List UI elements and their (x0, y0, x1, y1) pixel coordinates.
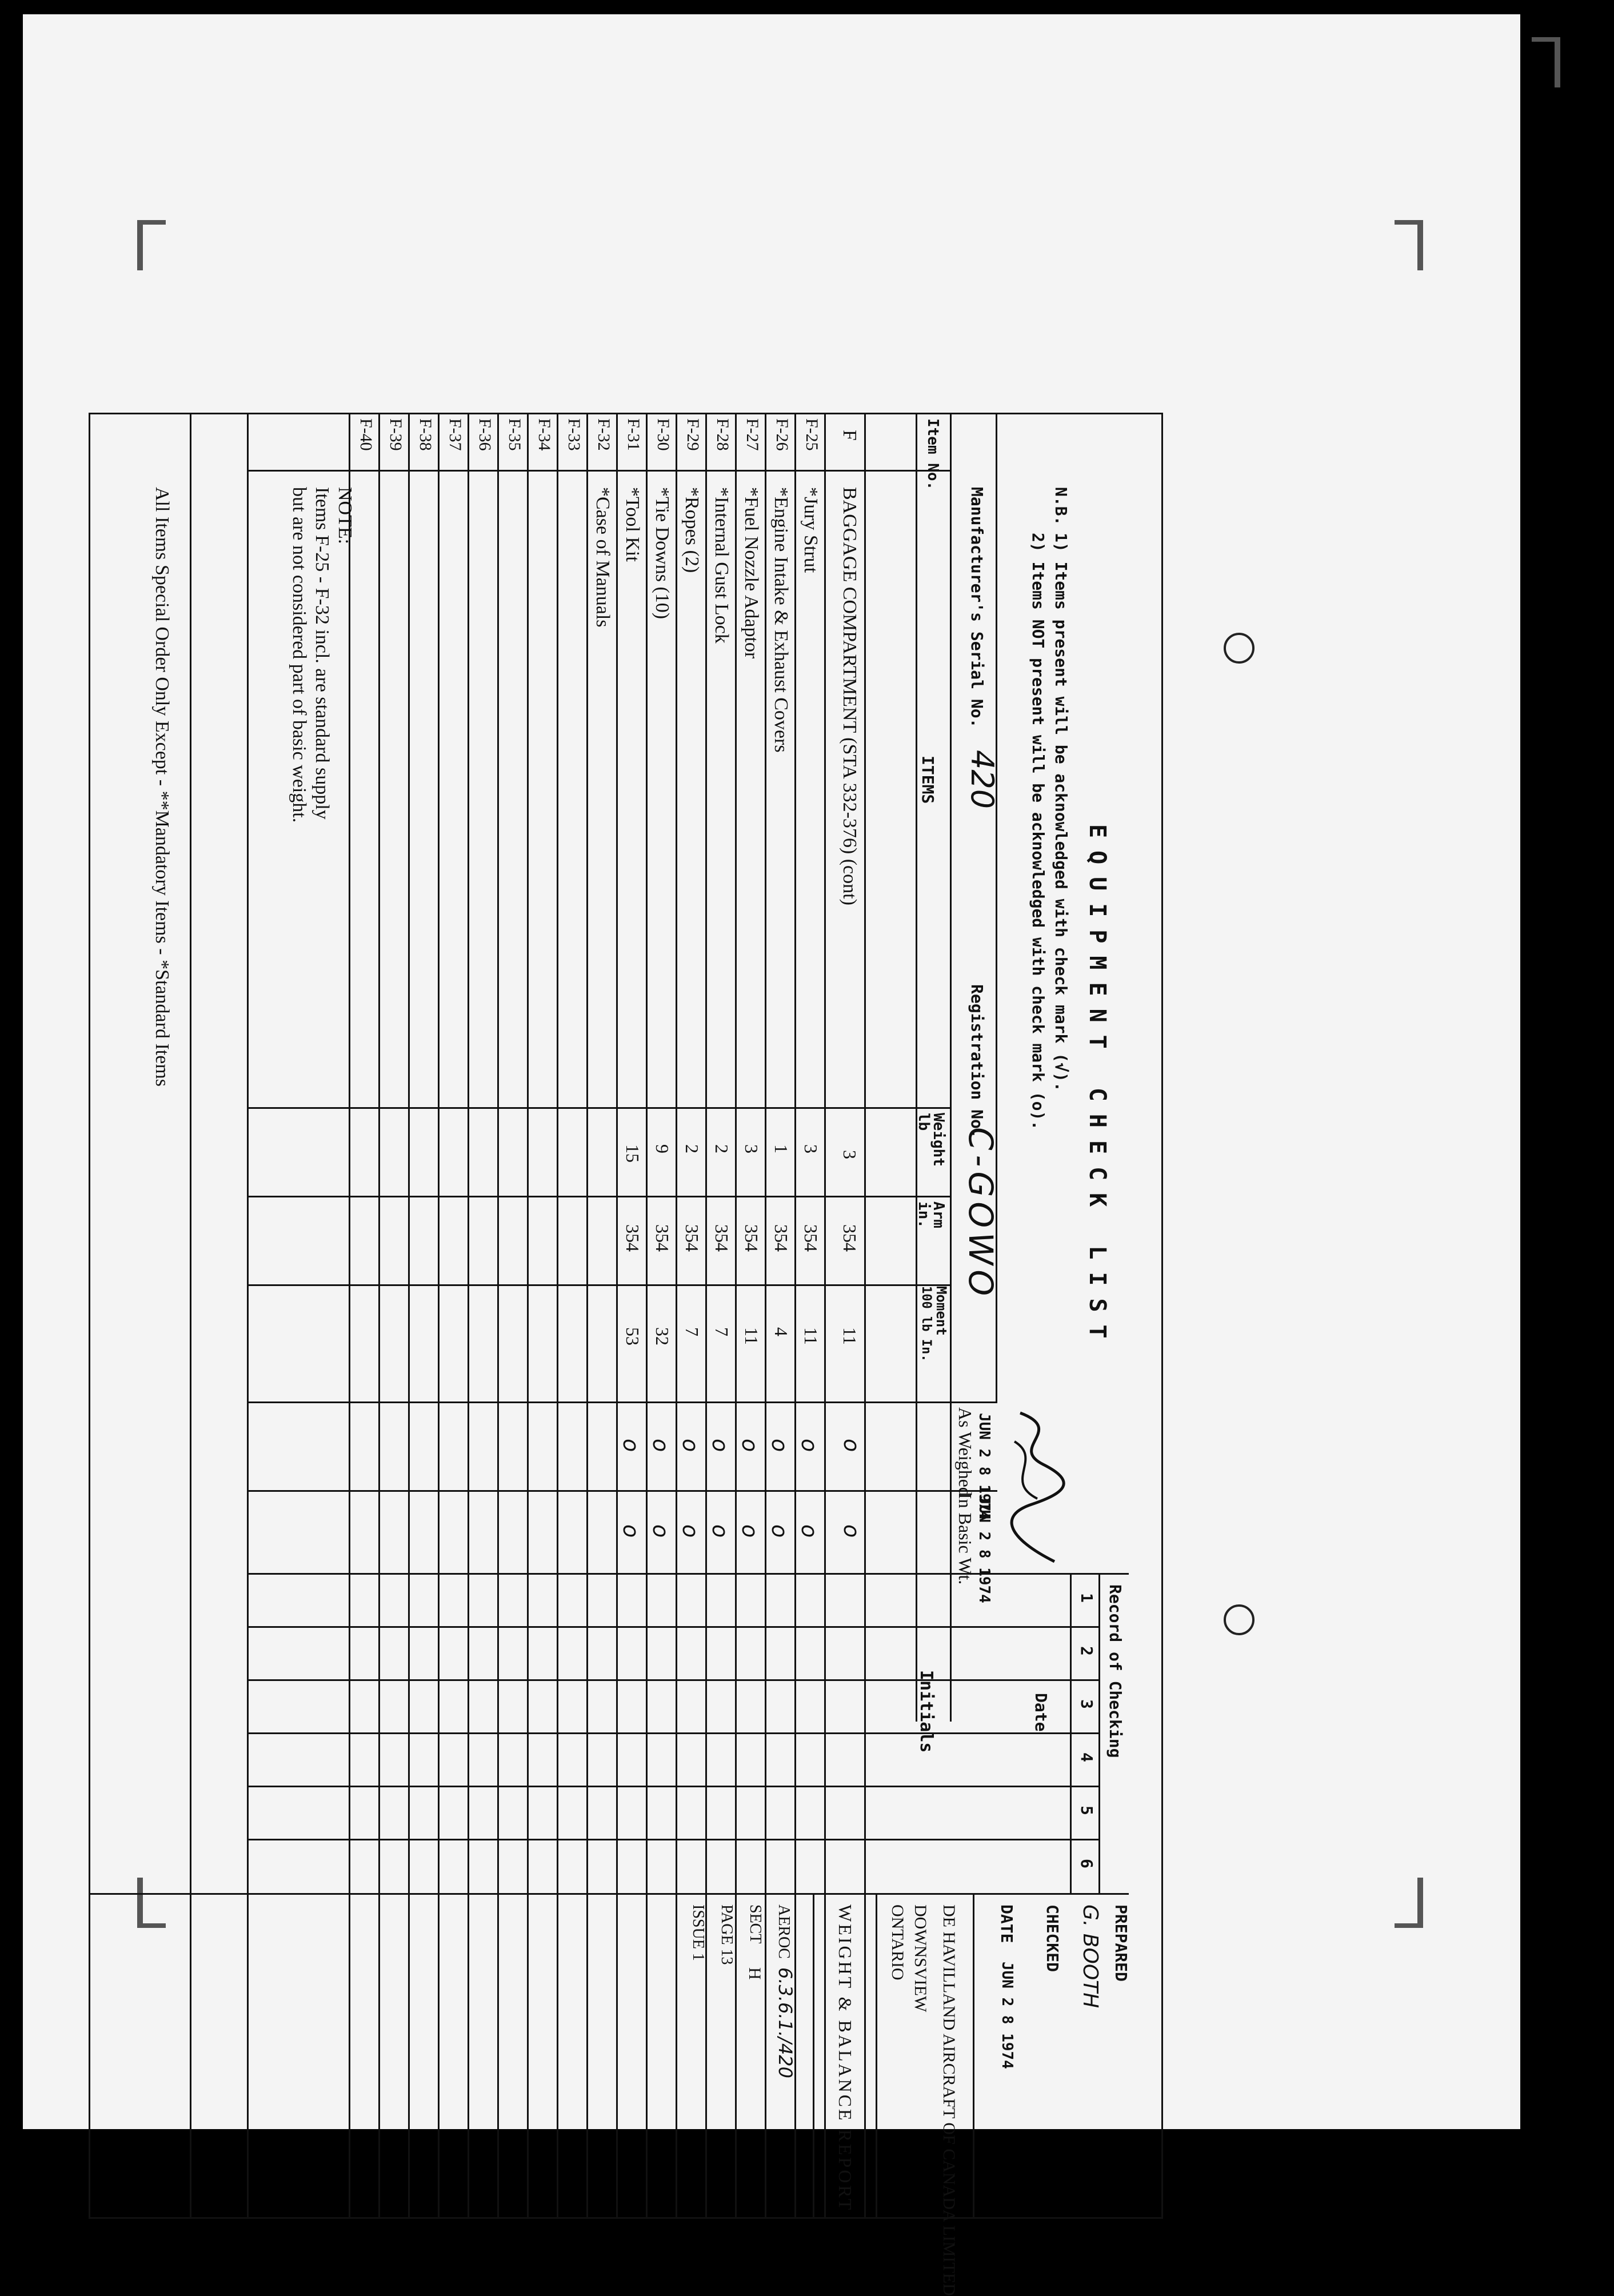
company-name: DE HAVILLAND AIRCRAFT OF CANADA LIMITED (940, 1904, 958, 2296)
row-divider (527, 413, 529, 2219)
section-moment: 11 (840, 1327, 860, 1345)
item-name: *Case of Manuals (592, 487, 613, 628)
date-label-tb: DATE (997, 1904, 1016, 1943)
item-weight: 3 (801, 1144, 821, 1153)
form-frame (89, 413, 1163, 2219)
note-2: 2) Items NOT present will be acknowledged with check mark (o). (1029, 533, 1048, 1131)
item-basic-check: o (767, 1524, 792, 1538)
row-divider (378, 413, 380, 2219)
report-name: WEIGHT & BALANCE REPORT (835, 1904, 856, 2213)
check-col-6: 6 (1077, 1859, 1096, 1868)
check-col-1: 1 (1077, 1593, 1096, 1603)
date-label: Date (1032, 1693, 1050, 1732)
item-moment: 11 (801, 1327, 821, 1345)
section-code: F (839, 430, 860, 441)
item-moment: 4 (771, 1327, 792, 1336)
item-as-weighed-check: o (797, 1439, 822, 1452)
item-basic-check: o (618, 1524, 644, 1538)
item-number: F-36 (476, 418, 494, 451)
location-1: DOWNSVIEW (911, 1904, 930, 2013)
item-name: *Internal Gust Lock (711, 487, 732, 644)
item-moment: 53 (622, 1327, 643, 1345)
item-number: F-25 (802, 418, 821, 451)
check-col-3: 3 (1077, 1699, 1096, 1709)
item-as-weighed-check: o (648, 1439, 673, 1452)
row-divider (349, 413, 350, 2219)
row-divider (497, 413, 499, 2219)
item-moment: 7 (682, 1327, 702, 1336)
item-as-weighed-check: o (678, 1439, 703, 1452)
as-weighed-label: As Weighed (955, 1407, 976, 1496)
row-divider (794, 413, 796, 2219)
item-arm: 354 (622, 1224, 643, 1252)
aeroc-label: AEROC (775, 1904, 793, 1959)
item-number: F-33 (565, 418, 584, 451)
item-basic-check: o (648, 1524, 673, 1538)
prepared-label: PREPARED (1112, 1904, 1130, 1982)
item-name: *Jury Strut (800, 487, 821, 573)
row-divider (824, 413, 826, 2219)
initials-label: Initials (916, 1670, 936, 1753)
form-title: EQUIPMENT CHECK LIST (1084, 824, 1110, 1351)
item-as-weighed-check: o (737, 1439, 762, 1452)
item-number: F-35 (505, 418, 524, 451)
moment-label: Moment (933, 1286, 949, 1336)
note-heading: NOTE: (334, 487, 355, 545)
item-basic-check: o (737, 1524, 762, 1538)
item-weight: 15 (622, 1144, 643, 1163)
equipment-check-list-form (89, 413, 1163, 2296)
item-number: F-27 (743, 418, 762, 451)
item-as-weighed-check: o (767, 1439, 792, 1452)
as-weighed-date: JUN 2 8 1974 (976, 1413, 993, 1520)
note-nb: N.B. (1052, 487, 1070, 526)
row-divider (438, 413, 440, 2219)
crop-mark-top-left (137, 220, 166, 270)
item-number: F-29 (684, 418, 702, 451)
item-as-weighed-check: o (708, 1439, 733, 1452)
crop-mark-bottom-right (1395, 1878, 1423, 1928)
row-divider (557, 413, 558, 2219)
check-col-5: 5 (1077, 1806, 1096, 1815)
note-1: 1) Items present will be acknowledged with check mark (√). (1052, 533, 1070, 1092)
row-divider (646, 413, 648, 2219)
arm-label: Arm in. (915, 1201, 947, 1228)
item-weight: 2 (682, 1144, 702, 1153)
item-number: F-40 (357, 418, 375, 451)
item-moment: 7 (712, 1327, 732, 1336)
sect-label: SECT (746, 1904, 764, 1944)
registration-label: Registration No. (968, 984, 986, 1139)
item-weight: 1 (771, 1144, 792, 1153)
row-divider (676, 413, 677, 2219)
crop-mark-corner (1532, 37, 1560, 87)
row-divider (765, 413, 766, 2219)
location-2: ONTARIO (888, 1904, 907, 1980)
item-number: F-28 (713, 418, 732, 451)
item-moment: 11 (741, 1327, 762, 1345)
item-basic-check: o (708, 1524, 733, 1538)
item-no-label: Item No. (924, 418, 941, 490)
item-name: *Tool Kit (622, 487, 643, 562)
item-number: F-39 (386, 418, 405, 451)
note-line-1: Items F-25 - F-32 incl. are standard supply (311, 487, 333, 820)
item-basic-check: o (797, 1524, 822, 1538)
item-weight: 9 (652, 1144, 673, 1153)
section-as-weighed: o (839, 1439, 864, 1452)
row-divider (616, 413, 618, 2219)
item-number: F-38 (416, 418, 435, 451)
item-name: *Tie Downs (10) (652, 487, 673, 620)
prepared-by: G. BOOTH (1078, 1904, 1102, 2008)
date-value-tb: JUN 2 8 1974 (998, 1962, 1016, 2069)
serial-label: Manufacturer's Serial No. (968, 487, 986, 728)
weight-label: Weight lb (915, 1113, 947, 1167)
item-name: *Engine Intake & Exhaust Covers (770, 487, 792, 753)
basic-wt-date: JUN 2 8 1974 (976, 1496, 993, 1603)
serial-value: 420 (964, 750, 1000, 809)
item-moment: 32 (652, 1327, 673, 1345)
item-name: *Fuel Nozzle Adaptor (741, 487, 762, 659)
item-number: F-32 (594, 418, 613, 451)
item-number: F-31 (624, 418, 643, 451)
item-name: *Ropes (2) (681, 487, 702, 573)
initials-signature (997, 1407, 1077, 1573)
item-arm: 354 (712, 1224, 732, 1252)
item-basic-check: o (678, 1524, 703, 1538)
item-number: F-26 (773, 418, 792, 451)
aeroc-value: 6.3.6.1./420 (774, 1967, 796, 2078)
item-arm: 354 (682, 1224, 702, 1252)
registration-value: C-GOWO (961, 1127, 1000, 1301)
check-col-2: 2 (1077, 1646, 1096, 1656)
note-line-2: but are not considered part of basic weight. (289, 487, 310, 823)
checked-label: CHECKED (1043, 1904, 1062, 1972)
items-label: ITEMS (918, 756, 937, 804)
item-arm: 354 (801, 1224, 821, 1252)
basic-wt-label: In Basic Wt. (955, 1493, 976, 1585)
item-arm: 354 (652, 1224, 673, 1252)
issue-number: ISSUE 1 (689, 1904, 707, 1961)
check-col-4: 4 (1077, 1752, 1096, 1762)
punch-hole-icon (1224, 1604, 1255, 1635)
item-arm: 354 (741, 1224, 762, 1252)
punch-hole-icon (1224, 633, 1255, 664)
item-number: F-30 (654, 418, 673, 451)
row-divider (586, 413, 588, 2219)
sect-value: H (745, 1967, 764, 1980)
item-number: F-34 (535, 418, 554, 451)
moment-sub: 100 lb In. (919, 1286, 933, 1362)
page-number: PAGE 13 (718, 1904, 736, 1965)
item-arm: 354 (771, 1224, 792, 1252)
item-weight: 3 (741, 1144, 762, 1153)
item-weight: 2 (712, 1144, 732, 1153)
item-as-weighed-check: o (618, 1439, 644, 1452)
footer-text: All Items Special Order Only Except - **Mandatory Items - *Standard Items (151, 487, 173, 1087)
section-arm: 354 (840, 1224, 860, 1252)
section-weight: 3 (840, 1150, 860, 1159)
crop-mark-top-right (1395, 220, 1423, 270)
item-number: F-37 (446, 418, 465, 451)
record-label: Record of Checking (1106, 1584, 1125, 1758)
row-divider (468, 413, 469, 2219)
row-divider (408, 413, 410, 2219)
section-title: BAGGAGE COMPARTMENT (STA 332-376) (cont) (839, 487, 860, 905)
section-basic: o (839, 1524, 864, 1538)
